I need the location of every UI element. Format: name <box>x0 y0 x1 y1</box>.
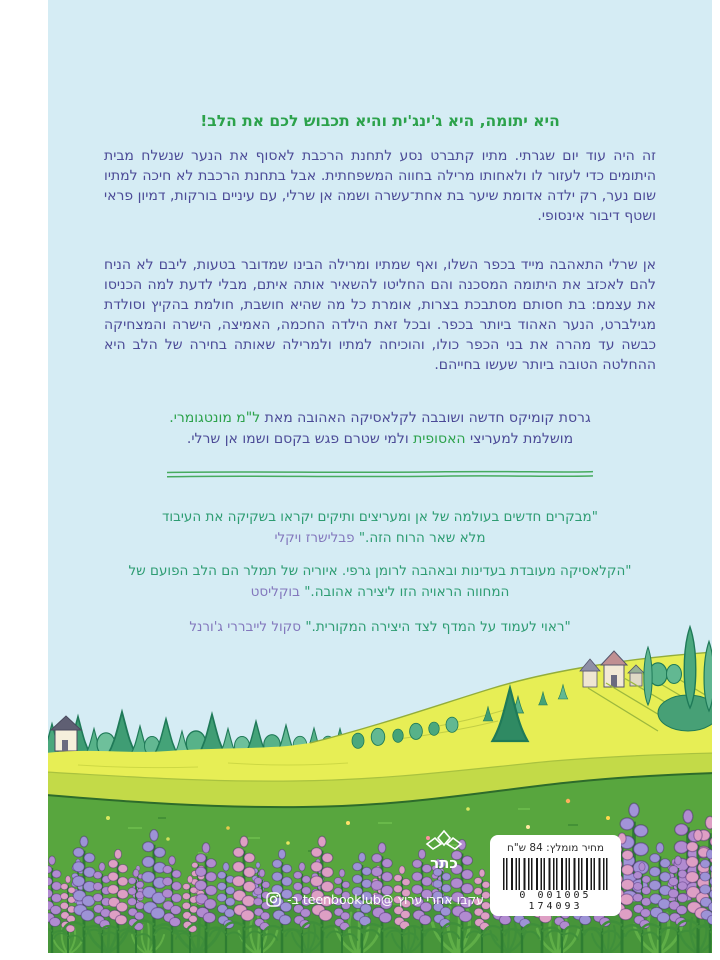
double-line-divider-icon <box>165 470 595 479</box>
social-caption <box>266 892 484 907</box>
author-name: ל"מ מונטגומרי. <box>169 410 261 426</box>
book-back-cover <box>48 0 712 953</box>
synopsis-paragraph-1: זה היה עוד יום שגרתי. מתיו קתברט נסע לתחנת הרכבת לאסוף את הנער שנשלח מבית היתומים כדי לעזור לו ולאחותו מרילה בחווה המשפחתית. אבל בתחנת הרכבת לא חיכה למתיו שום נער, רק ילדה אדומת שיער בת אחת־עשרה ושמה אן שרלי, עם עיניים בורקות, דמיון פראי ושטף דיבור אינסופי. <box>104 148 656 224</box>
blurb-line-1: גרסת קומיקס חדשה ושובבה לקלאסיקה האהובה מאת ל"מ מונטגומרי. <box>169 410 591 426</box>
price-barcode-box <box>490 835 621 916</box>
cover-text-content <box>48 0 712 638</box>
quote-attribution: סקול לייבררי ג'ורנל <box>189 619 302 635</box>
quote-text: "מבקרים חדשים בעולמה של אן ומעריצים ותיקים יקראו בשקיקה את העיבוד מלא שאר הרוח הזה." <box>162 509 598 546</box>
blurb-line-2: מושלמת למעריצי האסופית ולמי שטרם פגש בקסם ושמו אן שרלי. <box>186 431 574 447</box>
quote-attribution: בוקליסט <box>250 584 300 600</box>
series-name: האסופית <box>413 431 466 447</box>
review-quote-1 <box>100 507 660 549</box>
synopsis-paragraph-2: אן שרלי התאהבה מייד בכפר השלו, ואף שמתיו ומרילה הבינו שמדובר בטעות, ליבם לא הניח להם לאכזב את היתומה המסכנה והם החליטו להשאיר אותה איתם, מבלי לדעת למה הכניסו את עצמם: בת חסותם מסתבכת בצרות, אומרת כל מה שהיא חושבת, חולמת בהקיץ וסולדת מגילברט, הנער האהוד ביותר בכפר. ובכל זאת הילדה החכמה, האמיצה, הישרה והמצחיקה כבשה עד מהרה את בני הכפר כולו, והוכיחה למתיו ולמרילה שאותה בחירה של הלב היא ההחלטה הטובה ביותר שעשו בחייהם. <box>104 257 656 373</box>
quote-text: "הקלאסיקה מעובדת בעדינות ובאהבה לרומן גרפי. איוריה של תמלר הם הלב הפועם של המחווה הראויה הזו ליצירה אהובה." <box>128 563 632 600</box>
barcode-digits: 0 001005 174093 <box>519 890 592 912</box>
review-quote-2 <box>100 561 660 603</box>
tagline-headline: היא יתומה, היא ג'ינג'ית והיא תכבוש לכם את הלב! <box>200 112 560 130</box>
social-caption-text: עקבו אחרי ערוץ @teenbooklub ב- <box>287 892 484 907</box>
price-label: מחיר מומלץ: 84 ש"ח <box>506 842 605 854</box>
barcode <box>503 858 608 890</box>
farm-buildings-icon <box>580 651 644 687</box>
publisher-logo-text: כתר <box>430 854 458 872</box>
edition-blurb <box>100 408 660 450</box>
keter-publisher-logo <box>424 829 464 881</box>
review-quote-3 <box>100 617 660 638</box>
instagram-icon <box>266 892 281 907</box>
quote-text: "ראוי לעמוד על המדף לצד היצירה המקורית." <box>305 619 571 635</box>
quote-attribution: פבלישרז ויקלי <box>274 530 355 546</box>
decorative-divider <box>48 464 712 483</box>
